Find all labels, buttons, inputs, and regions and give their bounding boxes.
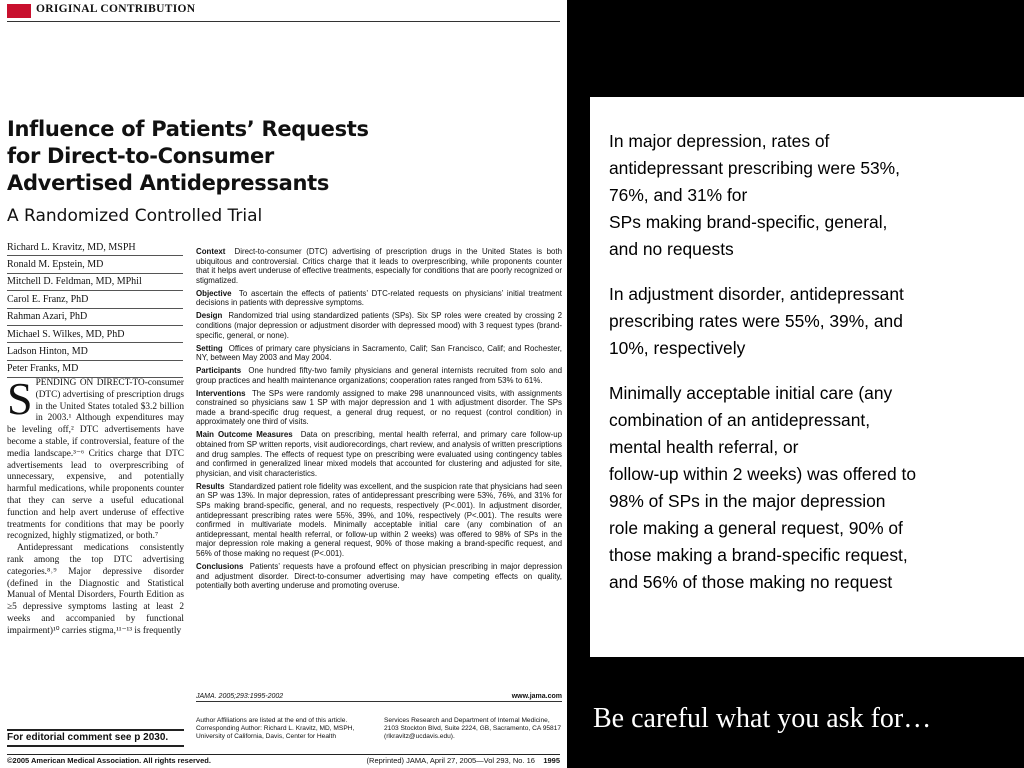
body-paragraph: PENDING ON DIRECT-TO-consumer (DTC) advertising of prescription drugs in the United States totaled $3.2 billion in 2003.¹ Although expenditures may be leveling off,² DTC advertisements have become a stable, if controversial, feature of the media landscape.³⁻⁶ Critics charge that DTC advertisements lead to overprescribing of unnecessary, expensive, and potentially harmful medications, while proponents counter that they can serve a useful educational function and help avert underuse of effective treatments for conditions that may be poorly recognized, highly stigmatized, or both.⁷ xyxy=(7,378,184,542)
abstract-section xyxy=(196,430,562,478)
author-list xyxy=(7,239,183,378)
title-line: Influence of Patients’ Requests xyxy=(7,117,369,141)
findings-paragraph: In adjustment disorder, antidepressant prescribing rates were 55%, 39%, and 10%, respectively xyxy=(609,284,904,358)
copyright: ©2005 American Medical Association. All rights reserved. xyxy=(7,756,211,765)
editorial-comment-note: For editorial comment see p 2030. xyxy=(7,729,184,747)
slide-caption: Be careful what you ask for… xyxy=(593,703,932,734)
abstract-text: The SPs were randomly assigned to make 298 unannounced visits, with assignments constrained so physicians saw 1 SP with major depression and 1 with adjustment disorder. The SPs made a brand-specific drug request, a general drug request, or no request (control condition) in approximately one third of visits. xyxy=(196,388,562,427)
abstract-text: One hundred fifty-two family physicians and general internists recruited from solo and group practices and health maintenance organizations; cooperation rates ranged from 53% to 61%. xyxy=(196,366,562,385)
author-affiliations: Author Affiliations are listed at the end of this article. Corresponding Author: Richard L. Kravitz, MD, MSPH, University of California, Davis, Center for Health xyxy=(196,717,355,740)
abstract-text: Patients’ requests have a profound effect on physician prescribing in major depression and adjustment disorder. Direct-to-consumer advertising may have competing effects on quality, potentially both averting underuse and promoting overuse. xyxy=(196,561,562,591)
page-number: 1995 xyxy=(543,756,560,765)
abstract-label: Design xyxy=(196,311,223,321)
citation-line xyxy=(196,693,562,702)
journal-citation: JAMA. 2005;293:1995-2002 xyxy=(196,693,284,700)
title-line: for Direct-to-Consumer xyxy=(7,144,274,168)
author-name: Ladson Hinton, MD xyxy=(7,343,183,360)
footer-right xyxy=(367,756,560,765)
reprint-info: (Reprinted) JAMA, April 27, 2005—Vol 293, No. 16 xyxy=(366,756,535,765)
header-rule xyxy=(7,21,560,22)
abstract-text: Randomized trial using standardized patients (SPs). Six SP roles were created by crossing 2 conditions (major depression or adjustment disorder with depressed mood) with 3 request types (brand-specific, general, or none). xyxy=(196,311,562,340)
article-body xyxy=(7,373,184,638)
abstract-label: Context xyxy=(196,247,226,256)
abstract-label: Interventions xyxy=(196,388,246,398)
abstract-text: Direct-to-consumer (DTC) advertising of prescription drugs in the United States is both ubiquitous and controversial. Critics charge that it leads to overprescribing, while proponents counter that it helps avert underuse of effective treatments, especially for conditions that are poorly recognized or stigmatized. xyxy=(196,247,562,285)
section-color-bar xyxy=(7,4,31,18)
abstract-label: Main Outcome Measures xyxy=(196,430,293,440)
author-name: Michael S. Wilkes, MD, PhD xyxy=(7,326,183,343)
title-line: Advertised Antidepressants xyxy=(7,171,330,195)
findings-paragraph: Minimally acceptable initial care (any combination of an antidepressant, mental health referral, or follow-up within 2 weeks) was offered to 98% of SPs in the major depression role making a general request, 90% of those making a brand-specific request, and 56% of those making no request xyxy=(609,383,917,592)
abstract-text: Standardized patient role fidelity was excellent, and the suspicion rate that physicians had seen an SP was 13%. In major depression, rates of antidepressant prescribing were 53%, 76%, and 31% for SPs making brand-specific, general, and no requests, respectively (P<.001). In adjustment disorder, antidepressant prescribing rates were 55%, 39%, and 10%, respectively (P<.001). The results were confirmed in multivariate models. Minimally acceptable initial care (any combination of an antidepressant, mental health referral, or follow-up within 2 weeks) was offered to 98% of SPs in the major depression role making a general request, 90% of those making a brand-specific request, and 56% of those making no request (P<.001). xyxy=(196,481,562,558)
abstract-label: Results xyxy=(196,481,225,491)
author-name: Richard L. Kravitz, MD, MSPH xyxy=(7,239,183,256)
body-paragraph: Antidepressant medications consistently rank among the top DTC advertising categories.⁸˒⁹ Major depressive disorder (defined in the Diagnostic and Statistical Manual of Mental Disorders, Fourth Edition as ≥5 depressive symptoms lasting at least 2 weeks and accompanied by functional impairment)¹⁰ carries stigma,¹¹⁻¹³ is frequently xyxy=(7,543,184,636)
section-label: ORIGINAL CONTRIBUTION xyxy=(36,3,196,15)
journal-website[interactable]: www.jama.com xyxy=(511,693,562,700)
article-title xyxy=(7,116,407,197)
abstract-section xyxy=(196,366,562,385)
findings-paragraph: In major depression, rates of antidepressant prescribing were 53%, 76%, and 31% for SPs making brand-specific, general, and no requests xyxy=(609,131,900,259)
abstract-section xyxy=(196,289,562,308)
author-name: Peter Franks, MD xyxy=(7,361,183,378)
abstract-text: To ascertain the effects of patients’ DTC-related requests on physicians’ initial treatment decisions in patients with depressive symptoms. xyxy=(196,288,562,308)
structured-abstract xyxy=(196,247,562,594)
abstract-label: Conclusions xyxy=(196,561,244,571)
drop-cap: S xyxy=(7,373,33,424)
page-footer xyxy=(7,754,560,765)
author-name: Ronald M. Epstein, MD xyxy=(7,256,183,273)
author-name: Mitchell D. Feldman, MD, MPhil xyxy=(7,274,183,291)
abstract-text: Offices of primary care physicians in Sacramento, Calif; San Francisco, Calif; and Rochester, NY, between May 2003 and May 2004. xyxy=(196,343,562,363)
abstract-section xyxy=(196,344,562,363)
abstract-section xyxy=(196,562,562,591)
author-affiliations-cont: Services Research and Department of Internal Medicine, 2103 Stockton Blvd, Suite 2224, GB, Sacramento, CA 95817 (rlkravitz@ucdavis.edu). xyxy=(384,717,562,740)
abstract-text: Data on prescribing, mental health referral, and primary care follow-up obtained from SP written reports, visit audiorecordings, chart review, and analysis of written prescriptions and drug samples. The effects of request type on prescribing were evaluated using contingency tables and confirmed in generalized linear mixed models that accounted for clustering and adjusted for site, physician, and visit characteristics. xyxy=(196,430,562,478)
article-subtitle: A Randomized Controlled Trial xyxy=(7,206,263,226)
abstract-label: Setting xyxy=(196,343,223,353)
abstract-label: Objective xyxy=(196,288,232,298)
abstract-section xyxy=(196,247,562,285)
abstract-section xyxy=(196,311,562,340)
abstract-section xyxy=(196,389,562,427)
abstract-section xyxy=(196,482,562,559)
abstract-label: Participants xyxy=(196,366,242,376)
author-name: Rahman Azari, PhD xyxy=(7,309,183,326)
findings-text-box xyxy=(590,97,1024,657)
author-name: Carol E. Franz, PhD xyxy=(7,291,183,308)
